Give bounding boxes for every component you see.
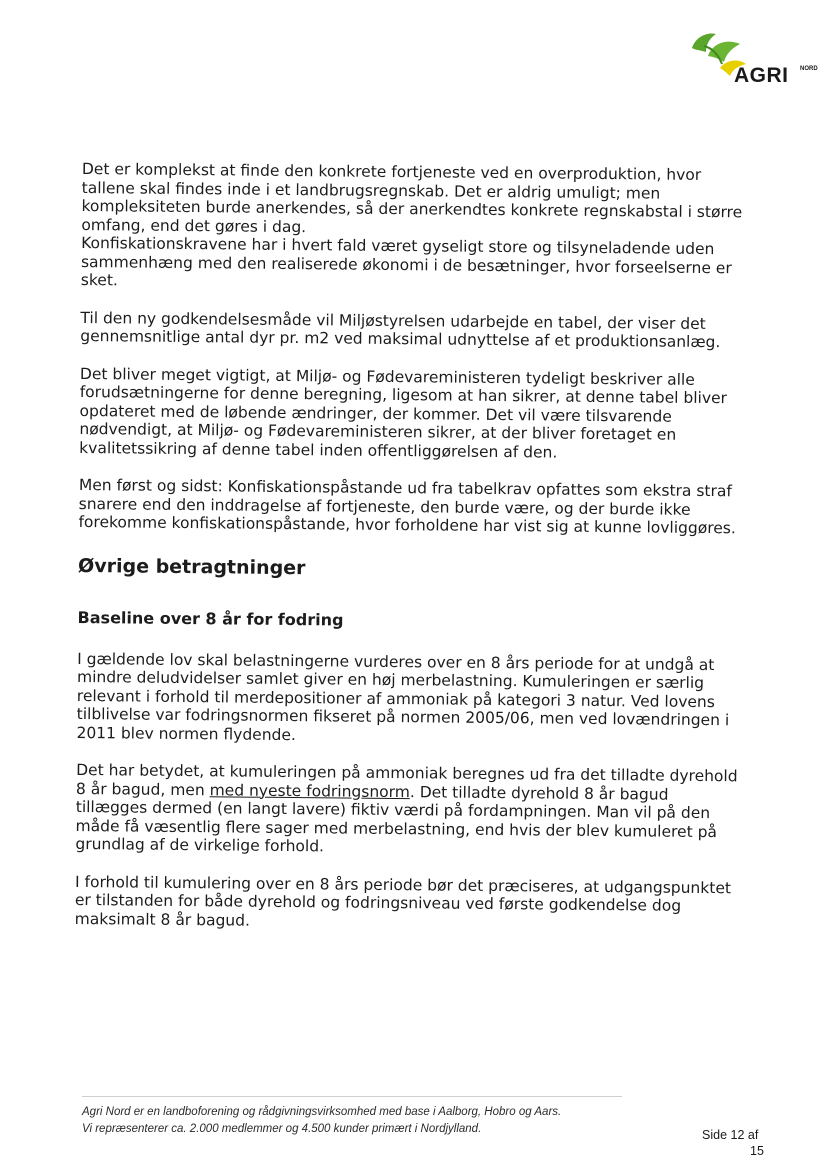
page-number (702, 1127, 764, 1159)
paragraph: I gældende lov skal belastningerne vurderes over en 8 års periode for at undgå at mindre deludvidelser samlet giver en høj merbelastning. Kumuleringen er særlig relevant i forhold til merdepositioner af ammoniak på kategori 3 natur. Ved lovens tilblivelse var fodringsnormen fikseret på normen 2005/06, men ved lovændringen i 2011 blev normen flydende. (76, 649, 730, 744)
paragraph-text: . Det tilladte dyrehold 8 år bagud tillægges dermed (en langt lavere) fiktiv værdi på fordampningen. Man vil på den måde få væsentlig flere sager med merbelastning, end hvis der blev kumuleret på grundlag af de virkelige forhold. (75, 782, 718, 856)
paragraph (75, 761, 744, 860)
paragraph-text: Det har betydet, at kumuleringen på ammoniak beregnes ud fra det tilladte dyrehold 8 år bagud, men (75, 760, 738, 799)
footer-line-1: Agri Nord er en landboforening og rådgivningsvirksomhed med base i Aalborg, Hobro og Aars. (82, 1106, 562, 1118)
page-number-label: Side 12 af (702, 1128, 759, 1142)
footer-line-2: Vi repræsenterer ca. 2.000 medlemmer og 4.500 kunder primært i Nordjylland. (82, 1123, 482, 1135)
paragraph: Konfiskationskravene har i hvert fald været gyseligt store og tilsyneladende uden sammenhæng med den realiserede økonomi i de besætninger, hvor forseelserne er sket. (80, 233, 732, 290)
paragraph: Det er komplekst at finde den konkrete fortjeneste ved en overproduktion, hvor tallene skal findes inde i et landbrugsregnskab. Det er aldrig umuligt; men kompleksiteten burde anerkendes, så der anerkendtes konkrete regnskabstal i større omfang, end det gøres i dag. (81, 160, 743, 236)
paragraph: Til den ny godkendelsesmåde vil Miljøstyrelsen udarbejde en tabel, der viser det gennemsnitlige antal dyr pr. m2 ved maksimal udnyttelse af et produktionsanlæg. (80, 308, 721, 352)
paragraph: I forhold til kumulering over en 8 års periode bør det præciseres, at udgangspunktet er tilstanden for både dyrehold og fodringsniveau ved første godkendelse dog maksimalt 8 år bagud. (74, 872, 732, 930)
agri-nord-logo (686, 26, 818, 96)
footer-divider (82, 1096, 622, 1097)
section-heading: Øvrige betragtninger (78, 554, 306, 579)
logo-sub: NORD (800, 66, 818, 72)
paragraph: Det bliver meget vigtigt, at Miljø- og Fødevareministeren tydeligt beskriver alle forudsætningerne for denne beregning, ligesom at han sikrer, at denne tabel bliver opdateret med de løbende ændringer, der kommer. Det vil være tilsvarende nødvendigt, at Miljø- og Fødevareministeren sikrer, at der bliver foretaget en kvalitetssikring af denne tabel inden offentliggørelsen af den. (79, 364, 728, 462)
paragraph: Men først og sidst: Konfiskationspåstande ud fra tabelkrav opfattes som ekstra straf snarere end den inddragelse af fortjeneste, den burde være, og der burde ikke forekomme konfiskationspåstande, hvor forholdene har vist sig at kunne lovliggøres. (78, 475, 736, 538)
underlined-text: med nyeste fodringsnorm (209, 780, 410, 801)
footer (82, 1104, 602, 1138)
page-total: 15 (750, 1144, 764, 1158)
logo-text: AGRI (734, 64, 789, 87)
sub-heading: Baseline over 8 år for fodring (77, 607, 344, 630)
document-body (75, 160, 750, 934)
